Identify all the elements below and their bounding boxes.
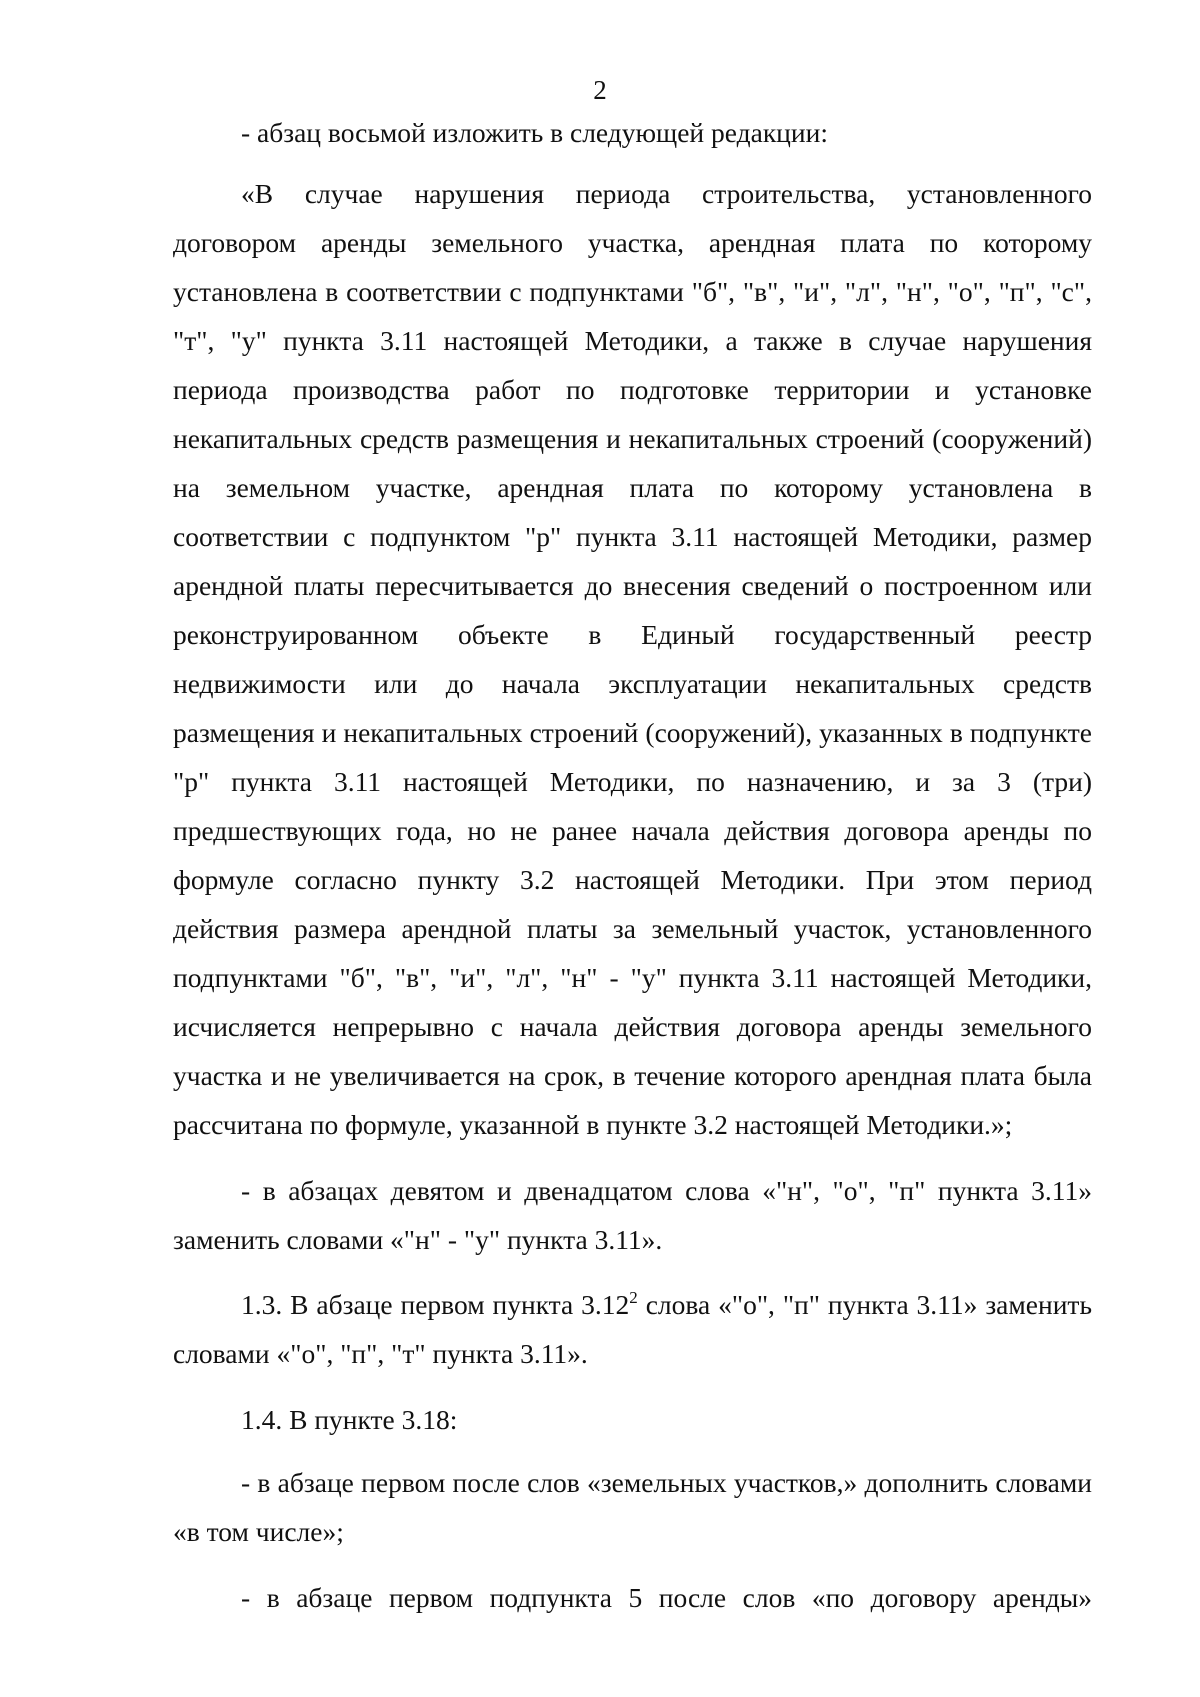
paragraph-quoted-text: «В случае нарушения периода строительства, установленного договором аренды земельного участка, арендная плата по которому установлена в соответствии с подпунктами "б", "в", "и", "л", "н", "о", "п", "с", "т", "у" пункта 3.11 настоящей Методики, а также в случае нарушения периода производства работ по подготовке территории и установке некапитальных средств размещения и некапитальных строений (сооружений) на земельном участке, арендная плата по которому установлена в соответствии с подпунктом "р" пункта 3.11 настоящей Методики, размер арендной платы пересчитывается до внесения сведений о построенном или реконструированном объекте в Единый государственный реестр недвижимости или до начала эксплуатации некапитальных средств размещения и некапитальных строений (сооружений), указанных в подпункте "р" пункта 3.11 настоящей Методики, по назначению, и за 3 (три) предшествующих года, но не ранее начала действия договора аренды по формуле согласно пункту 3.2 настоящей Методики. При этом период действия размера арендной платы за земельный участок, установленного подпунктами "б", "в", "и", "л", "н" - "у" пункта 3.11 настоящей Методики, исчисляется непрерывно с начала действия договора аренды земельного участка и не увеличивается на срок, в течение которого арендная плата была рассчитана по формуле, указанной в пункте 3.2 настоящей Методики.»; xyxy=(173,178,1092,1140)
paragraph-subpoint-5: - в абзаце первом подпункта 5 после слов «по договору аренды» xyxy=(241,1582,1092,1613)
paragraph-1-3-start: 1.3. В абзаце первом пункта 3.12 xyxy=(241,1289,630,1320)
paragraph-intro: - абзац восьмой изложить в следующей редакции: xyxy=(241,117,828,148)
paragraph-replacement: - в абзацах девятом и двенадцатом слова «"н", "о", "п" пункта 3.11» заменить словами «"н" - "у" пункта 3.11». xyxy=(173,1175,1092,1255)
paragraph-1-3 xyxy=(173,1280,1092,1378)
page-number: 2 xyxy=(593,75,607,105)
paragraph-1-4: 1.4. В пункте 3.18: xyxy=(241,1404,458,1435)
paragraph-first-abzac: - в абзаце первом после слов «земельных участков,» дополнить словами «в том числе»; xyxy=(173,1467,1092,1547)
document-body xyxy=(173,108,1092,1622)
superscript: 2 xyxy=(629,1288,638,1307)
paragraph-1-3-end: слова «"о", "п" пункта 3.11» заменить словами «"о", "п", "т" пункта 3.11». xyxy=(173,1289,1092,1369)
